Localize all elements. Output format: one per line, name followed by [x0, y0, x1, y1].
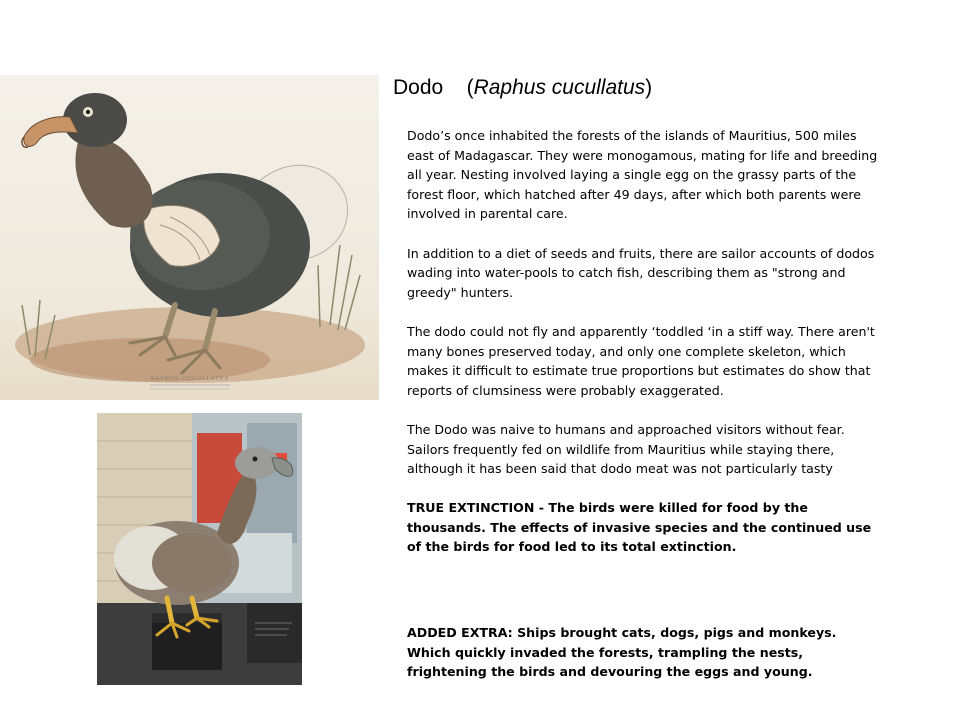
scientific-name: Raphus cucullatus: [473, 76, 646, 99]
dodo-illustration-drawing: [0, 75, 379, 400]
page-title: [393, 74, 652, 102]
description-text: [407, 126, 879, 701]
common-name: Dodo: [393, 76, 444, 99]
title-gap: [449, 76, 461, 99]
dodo-illustration: [0, 75, 379, 400]
illustration-caption: RAPHUS CUCULLATUS: [150, 376, 230, 382]
added-extra-note: ADDED EXTRA: Ships brought cats, dogs, pigs and monkeys. Which quickly invaded the forests, trampling the nests, frightening the birds and devouring the eggs and young.: [407, 625, 837, 680]
dodo-museum-photo-drawing: [97, 413, 302, 685]
close-paren: ): [645, 76, 653, 99]
paragraph-habitat: Dodo’s once inhabited the forests of the islands of Mauritius, 500 miles east of Madagascar. They were monogamous, mating for life and breeding all year. Nesting involved laying a single egg on the grassy parts of the forest floor, which hatched after 49 days, after which both parents were involved in parental care.: [407, 128, 878, 222]
paragraph-diet: In addition to a diet of seeds and fruits, there are sailor accounts of dodos wading into water-pools to catch fish, describing them as "strong and greedy" hunters.: [407, 245, 875, 300]
dodo-museum-photo: [97, 413, 302, 685]
paragraph-movement: The dodo could not fly and apparently ‘toddled ‘in a stiff way. There aren't many bones preserved today, and only one complete skeleton, which makes it difficult to estimate true proportions but estimates do show that reports of clumsiness were probably exaggerated.: [407, 323, 875, 398]
extinction-note: TRUE EXTINCTION - The birds were killed for food by the thousands. The effects of invasive species and the continued use of the birds for food led to its total extinction.: [407, 500, 872, 555]
paragraph-humans: The Dodo was naive to humans and approached visitors without fear. Sailors frequently fed on wildlife from Mauritius while staying there, although it has been said that dodo meat was not particularly tasty: [407, 421, 845, 477]
open-paren: (: [466, 76, 474, 99]
